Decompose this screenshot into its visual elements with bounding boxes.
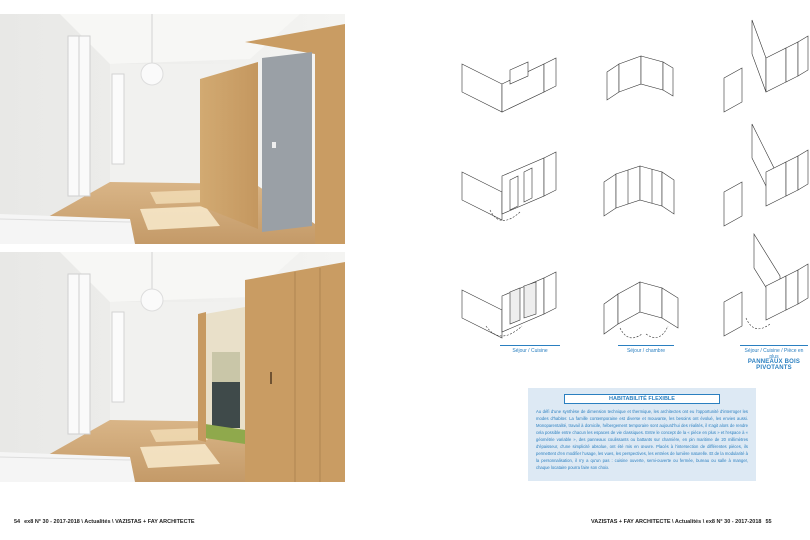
caption-sejour-chambre: Séjour / chambre xyxy=(618,345,674,354)
caption-sejour-piece-en-plus: Séjour / Cuisine / Pièce en plus xyxy=(740,345,808,360)
diagram-col2-closed xyxy=(605,42,675,114)
diagram-col3-closed xyxy=(722,18,810,118)
footer-left xyxy=(10,519,195,525)
footer-right xyxy=(591,519,776,525)
sidebar-textbox xyxy=(528,388,756,481)
diagram-col2-half-open xyxy=(600,150,680,235)
footer-right-text: VAZISTAS + FAY ARCHITECTE \ Actualités \ ex8 N° 30 - 2017-2018 xyxy=(591,519,762,525)
footer-left-text: ex8 N° 30 - 2017-2018 \ Actualités \ VAZISTAS + FAY ARCHITECTE xyxy=(24,519,195,525)
diagram-col2-open xyxy=(602,268,682,348)
textbox-heading: HABITABILITÉ FLEXIBLE xyxy=(564,394,720,404)
page-number-right: 55 xyxy=(765,519,772,525)
panel-title: PANNEAUX BOIS PIVOTANTS xyxy=(747,359,801,371)
page-number-left: 54 xyxy=(14,519,21,525)
photo-interior-open xyxy=(0,252,345,482)
textbox-body: Au défi d'une synthèse de dimension technique et thermique, les architectes ont eu l'opportunité d'interroger les modes d'habiter. La famille contemporaine est diverse et mouvante, les besoins ont évolué, les envies aussi. Monoparentalité, travail à domicile, hébergement temporaire sont aujourd'hui des réalités, il s'agit alors de rendre cela possible entre chacun les espaces de vie classiques. Entre le concept de la « pièce en plus » et l'espace à « géométrie variable », des panneaux coulissants ou battants sur charnière, en pin maritime de 20 millimètres d'épaisseur, d'une simplicité absolue, ont été mis en œuvre. Placés à l'intersection de différentes pièces, ils permettent d'en modifier l'usage, les vues, les perspectives, les entrées de lumière naturelle. Et de la modularité à la personnalisation, il n'y a qu'un pas : cuisine ouverte, semi-ouverte ou fermée, bureau ou salle à manger, chaque locataire pourra faire son choix. xyxy=(536,409,748,470)
caption-sejour-cuisine: Séjour / Cuisine xyxy=(500,345,560,354)
diagram-col1-open xyxy=(460,268,560,348)
diagram-col3-open xyxy=(722,232,810,342)
diagram-col1-half-open xyxy=(460,150,560,235)
diagram-col3-half-open xyxy=(722,122,810,232)
diagram-col1-closed xyxy=(460,42,560,114)
photo-interior-closed xyxy=(0,14,345,244)
